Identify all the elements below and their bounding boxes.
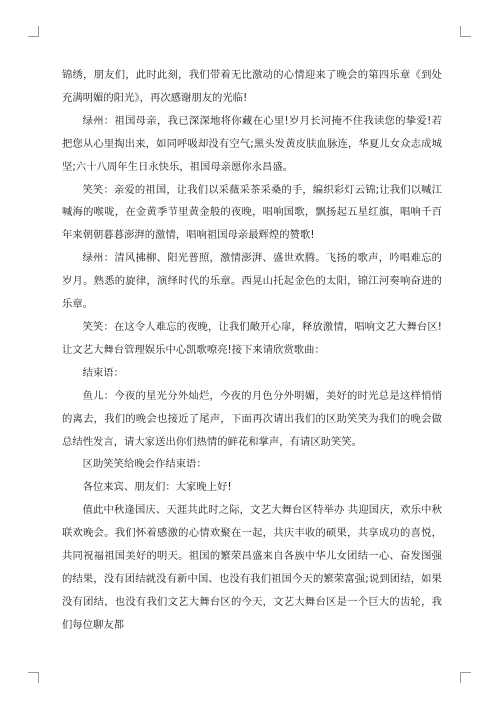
paragraph-heading: 结束语： bbox=[82, 366, 124, 379]
paragraph: 绿州：祖国母亲，我已深深地将你藏在心里!岁月长河掩不住我读您的挚爱!若把您从心里掏出来，如同呼吸却没有空气;黑头发黄皮肤血脉连，华夏儿女众志成城坚;六十八周年生日永快乐，祖国母亲愿你永昌盛。 bbox=[62, 114, 442, 173]
crop-mark-bottom-right bbox=[460, 672, 471, 683]
crop-mark-top-right bbox=[460, 26, 471, 37]
crop-mark-top-left bbox=[28, 26, 39, 37]
paragraph: 笑笑：亲爱的祖国，让我们以采薇采茶采桑的手，编织彩灯云锦;让我们以喊江喊海的喉咙，在金黄季节里黄金般的夜晚，唱响国歌，飘扬起五星红旗，唱响千百年来朝朝暮暮澎湃的激情，唱响祖国母亲最辉煌的赞歌! bbox=[62, 183, 442, 242]
paragraph: 绿州：清风拂柳、阳光普照，激情澎湃、盛世欢腾。飞扬的歌声，吟唱难忘的岁月。熟悉的旋律，演绎时代的乐章。西晃山托起金色的太阳，锦江河奏响奋进的乐章。 bbox=[62, 252, 442, 311]
document-body bbox=[62, 64, 442, 637]
paragraph-greeting: 各位来宾、朋友们：大家晚上好! bbox=[82, 481, 232, 494]
paragraph: 值此中秋逢国庆、天涯共此时之际，文艺大舞台区特举办 共迎国庆，欢乐中秋联欢晚会。我们怀着感激的心情欢聚在一起，共庆丰收的硕果，共享成功的喜悦，共同祝福祖国美好的明天。祖国的繁荣昌盛来自各族中华儿女团结一心、奋发图强的结果，没有团结就没有新中国、也没有我们祖国今天的繁荣富强;说到团结，如果没有团结，也没有我们文艺大舞台区的今天，文艺大舞台区是一个巨大的齿轮，我们每位聊友都 bbox=[62, 504, 442, 631]
crop-mark-bottom-left bbox=[28, 672, 39, 683]
paragraph: 鱼儿：今夜的星光分外灿烂，今夜的月色分外明媚，美好的时光总是这样悄悄的离去，我们的晚会也接近了尾声，下面再次请出我们的区助笑笑为我们的晚会做总结性发言，请大家送出你们热情的鲜花和掌声，有请区助笑笑。 bbox=[62, 389, 442, 448]
paragraph: 区助笑笑给晚会作结束语： bbox=[82, 458, 207, 471]
paragraph: 锦绣，朋友们，此时此刻，我们带着无比激动的心情迎来了晚会的第四乐章《到处充满明媚的阳光》，再次感谢朋友的光临! bbox=[62, 69, 442, 104]
paragraph: 笑笑：在这令人难忘的夜晚，让我们敞开心扉，释放激情，唱响文艺大舞台区!让文艺大舞台管理娱乐中心凯歌嘹亮!接下来请欣赏歌曲： bbox=[62, 320, 442, 356]
